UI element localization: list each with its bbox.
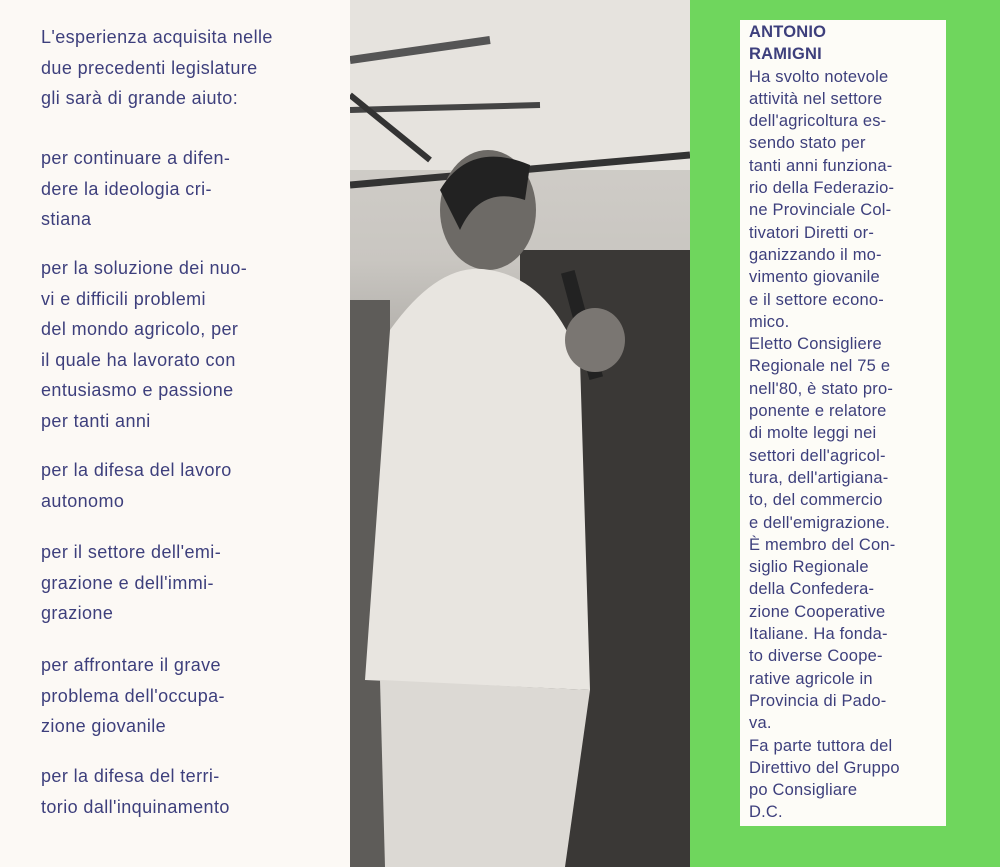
bio-line: zione Cooperative xyxy=(749,602,886,621)
bio-line: Direttivo del Gruppo xyxy=(749,758,900,777)
text-line: problema dell'occupa- xyxy=(41,685,225,706)
text-line: stiana xyxy=(41,209,92,229)
bio-line: D.C. xyxy=(749,803,783,822)
text-line: entusiasmo e passione xyxy=(41,380,234,400)
text-line: gli sarà di grande aiuto: xyxy=(41,88,239,108)
bio-line: ne Provinciale Col- xyxy=(749,201,892,220)
bio-line: Ha svolto notevole xyxy=(749,67,889,86)
bio-line: Regionale nel 75 e xyxy=(749,357,891,376)
bio-line: ganizzando il mo- xyxy=(749,245,882,264)
text-line: due precedenti legislature xyxy=(41,57,258,78)
text-line: per il settore dell'emi- xyxy=(41,542,222,562)
paragraph xyxy=(41,650,281,742)
bio-line: di molte leggi nei xyxy=(749,424,877,443)
left-column xyxy=(0,0,350,867)
paragraph xyxy=(41,143,281,235)
bio-line: settori dell'agricol- xyxy=(749,446,886,465)
text-line: L'esperienza acquisita nelle xyxy=(41,27,273,47)
text-line: grazione xyxy=(41,603,114,623)
bio-line: va. xyxy=(749,714,772,733)
paragraph xyxy=(41,22,281,114)
bio-line: vimento giovanile xyxy=(749,268,880,287)
bio-line: dell'agricoltura es- xyxy=(749,112,887,131)
text-line: per la difesa del terri- xyxy=(41,766,220,786)
paragraph xyxy=(41,537,281,629)
text-line: autonomo xyxy=(41,490,125,511)
text-line: torio dall'inquinamento xyxy=(41,796,230,817)
bio-line: Italiane. Ha fonda- xyxy=(749,625,888,644)
text-line: del mondo agricolo, per xyxy=(41,319,239,339)
candidate-bio-card xyxy=(740,20,946,826)
bio-line: to, del commercio xyxy=(749,491,883,510)
text-line: per la difesa del lavoro xyxy=(41,460,232,480)
candidate-name: ANTONIO xyxy=(749,23,827,41)
bio-line: e dell'emigrazione. xyxy=(749,513,890,532)
speaker-photo-illustration xyxy=(350,0,690,867)
bio-line: ponente e relatore xyxy=(749,402,887,421)
text-line: per affrontare il grave xyxy=(41,655,221,675)
bio-line: rative agricole in xyxy=(749,669,873,688)
bio-line: siglio Regionale xyxy=(749,558,869,577)
text-line: vi e difficili problemi xyxy=(41,288,206,309)
candidate-name: RAMIGNI xyxy=(749,45,822,64)
bio-line: rio della Federazio- xyxy=(749,179,895,198)
text-line: per continuare a difen- xyxy=(41,148,231,168)
text-line: per la soluzione dei nuo- xyxy=(41,258,248,278)
bio-line: Provincia di Pado- xyxy=(749,691,887,710)
paragraph xyxy=(41,761,281,822)
text-line: zione giovanile xyxy=(41,716,167,736)
speaker-photo xyxy=(350,0,690,867)
text-line: dere la ideologia cri- xyxy=(41,178,212,199)
text-line: per tanti anni xyxy=(41,410,151,431)
bio-line: della Confedera- xyxy=(749,580,875,599)
bio-line: È membro del Con- xyxy=(749,535,896,554)
bio-line: nell'80, è stato pro- xyxy=(749,379,894,398)
bio-line: to diverse Coope- xyxy=(749,647,883,666)
text-line: il quale ha lavorato con xyxy=(41,349,236,370)
bio-line: po Consigliare xyxy=(749,781,858,800)
bio-line: sendo stato per xyxy=(749,134,866,153)
bio-line: tanti anni funziona- xyxy=(749,156,893,175)
text-line: grazione e dell'immi- xyxy=(41,572,214,593)
bio-line: Fa parte tuttora del xyxy=(749,736,893,755)
paragraph xyxy=(41,253,281,436)
bio-line: e il settore econo- xyxy=(749,290,884,309)
bio-line: tura, dell'artigiana- xyxy=(749,468,889,487)
bio-line: Eletto Consigliere xyxy=(749,335,882,354)
bio-line: tivatori Diretti or- xyxy=(749,223,875,242)
bio-line: mico. xyxy=(749,312,790,331)
bio-line: attività nel settore xyxy=(749,89,883,108)
paragraph xyxy=(41,455,281,516)
